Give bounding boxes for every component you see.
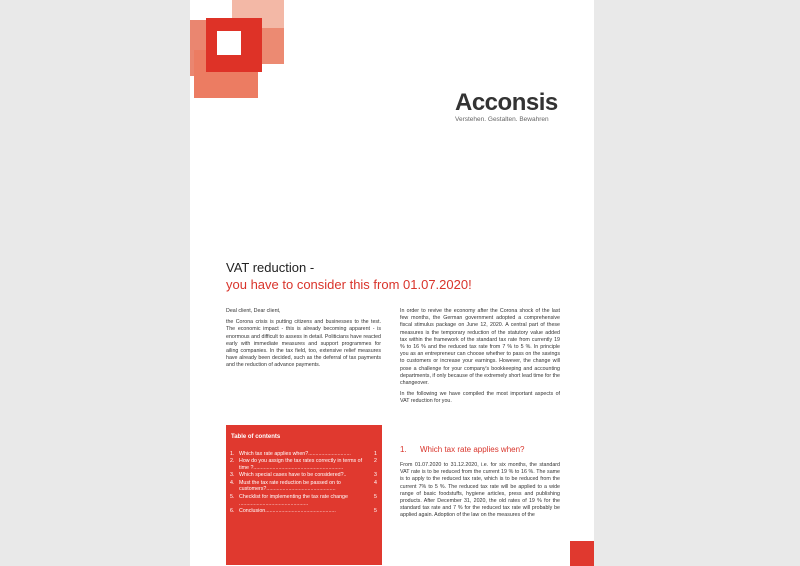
toc-number: 6. (230, 507, 235, 514)
toc-list (230, 451, 377, 515)
table-of-contents-box (226, 425, 382, 565)
overview-paragraph: In the following we have compiled the most important aspects of VAT reduction for you. (400, 391, 560, 405)
section-1-heading (400, 445, 525, 454)
toc-title: Table of contents (231, 434, 281, 440)
corner-accent-block (570, 541, 594, 566)
toc-text: Which tax rate applies when?............................. (239, 451, 351, 457)
toc-number: 2. (230, 458, 235, 465)
toc-number: 5. (230, 493, 235, 500)
left-column-text (226, 308, 381, 374)
document-title: VAT reduction - (226, 260, 315, 275)
toc-text: Must the tax rate reduction be passed on to customers?............................................... (239, 479, 341, 493)
toc-item-6[interactable] (230, 508, 377, 515)
toc-text: Checklist for implementing the tax rate change ............................................... (239, 493, 348, 507)
toc-number: 1. (230, 451, 235, 457)
logo-tagline: Verstehen. Gestalten. Bewahren (455, 116, 549, 123)
right-column-text (400, 308, 560, 410)
toc-page: 1 (374, 451, 377, 457)
acconsis-logo (455, 90, 565, 124)
toc-number: 3. (230, 472, 235, 479)
toc-page: 4 (374, 479, 377, 486)
toc-item-2[interactable] (230, 458, 377, 472)
section-1-title: Which tax rate applies when? (420, 445, 525, 454)
toc-page: 5 (374, 493, 377, 500)
intro-paragraph: the Corona crisis is putting citizens and businesses to the test. The economic impact - this is already becoming apparent - is enormous and difficult to assess in detail. Politicians have reacted early with immediate measures and support programmes for ailing companies. In the tax field, too, extensive relief measures have already been decided, such as the deferral of tax payments and the reduction of advance payments. (226, 319, 381, 369)
section-1-text (400, 462, 560, 524)
toc-item-4[interactable] (230, 480, 377, 494)
toc-text: Conclusion................................................ (239, 507, 336, 514)
toc-page: 5 (374, 507, 377, 514)
toc-text: Which special cases have to be considered?.. (239, 472, 347, 479)
toc-page: 3 (374, 472, 377, 479)
salutation: Deal client, Dear client, (226, 308, 281, 314)
toc-number: 4. (230, 479, 235, 486)
toc-item-3[interactable] (230, 472, 377, 479)
toc-item-5[interactable] (230, 494, 377, 508)
toc-item-1[interactable] (230, 451, 377, 458)
stimulus-paragraph: In order to revive the economy after the Corona shock of the last few months, the German government adopted a comprehensive fiscal stimulus package on June 12, 2020. A central part of these measures is the temporary reduction of the statutory value added tax within the framework of the standard tax rate from currently 19 % to 16 % and the reduced tax rate from 7 % to 5 %. In principle you as an entrepreneur can choose whether to pass on the savings to customers or increase your earnings. However, the change will pose a challenge for your company's bookkeeping and accounting departments, if only because of the extremely short lead time for the changeover. (400, 308, 560, 387)
toc-text: How do you assign the tax rates correctly in terms of time ?............................................................. (239, 458, 363, 472)
section-1-paragraph: From 01.07.2020 to 31.12.2020, i.e. for six months, the standard VAT rate is to be reduced from the current 19 % to 16 %. The same is to apply to the reduced tax rate, which is to be reduced from the current 7% to 5 %. The reduced tax rate will be applied to a wide range of basic foodstuffs, hygiene articles, press and publishing products. After December 31, 2020, the old rates of 19 % for the standard tax rate and 7 % for the reduced tax rate will probably be applied again. Adoption of the law on the measures of the (400, 462, 560, 519)
toc-page: 2 (374, 458, 377, 465)
section-1-number: 1. (400, 445, 407, 454)
logo-name: Acconsis (455, 89, 558, 116)
document-subtitle: you have to consider this from 01.07.2020! (226, 277, 472, 292)
document-page (190, 0, 594, 566)
